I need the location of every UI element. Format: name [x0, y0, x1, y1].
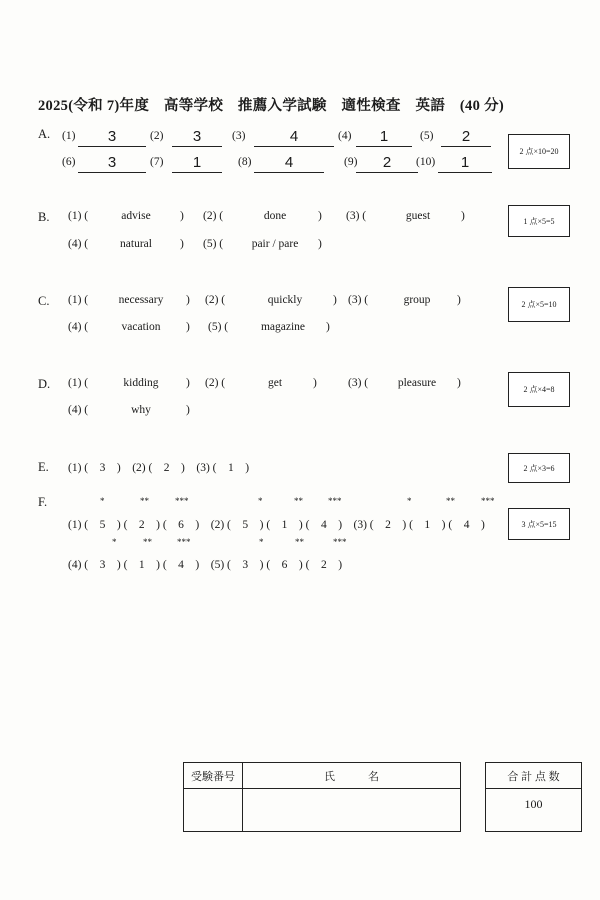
sectionC-answer: vacation: [121, 321, 161, 333]
sectionD-answer: kidding: [123, 377, 159, 389]
exam-number-label: 受験番号: [184, 763, 243, 789]
section-f-line-1: (1) ( 5 ) ( 2 ) ( 6 ) (2) ( 5 ) ( 1 ) ( 4 ) (3) ( 2 ) ( 1 ) ( 4 ): [68, 519, 485, 531]
sectionC-item-number: (5) (: [208, 321, 229, 333]
section-a-item-number: (4): [338, 130, 352, 142]
sectionC-answer: quickly: [267, 294, 303, 306]
section-a-label: A.: [38, 127, 51, 141]
section-f-line-2: (4) ( 3 ) ( 1 ) ( 4 ) (5) ( 3 ) ( 6 ) ( 2 ): [68, 559, 343, 571]
section-f-star-marker: ***: [328, 496, 342, 506]
section-b-label: B.: [38, 210, 50, 224]
sectionC-item-number: (3) (: [348, 294, 369, 306]
sectionB-item-number: (3) (: [346, 210, 367, 222]
section-a-answer: 4: [254, 128, 334, 147]
section-a-item-number: (5): [420, 130, 434, 142]
exam-number-field[interactable]: [184, 789, 243, 832]
sectionD-close-paren: ): [457, 377, 461, 389]
sectionB-item-number: (1) (: [68, 210, 89, 222]
page-title: 2025(令和 7)年度 高等学校 推薦入学試験 適性検査 英語 (40 分): [38, 98, 505, 114]
section-f-star-marker: *: [407, 496, 412, 506]
sectionD-close-paren: ): [186, 404, 190, 416]
sectionB-item-number: (4) (: [68, 238, 89, 250]
section-a-answer: 4: [254, 154, 324, 173]
sectionB-answer: natural: [120, 238, 152, 250]
section-f-star-marker: ***: [175, 496, 189, 506]
sectionC-answer: necessary: [118, 294, 164, 306]
sectionD-answer: pleasure: [397, 377, 437, 389]
section-f-star-marker: *: [100, 496, 105, 506]
sectionC-close-paren: ): [186, 321, 190, 333]
sectionD-close-paren: ): [186, 377, 190, 389]
sectionC-item-number: (2) (: [205, 294, 226, 306]
sectionC-close-paren: ): [333, 294, 337, 306]
section-b-score-box: 1 点×5=5: [508, 205, 570, 237]
section-f-label: F.: [38, 495, 48, 509]
section-a-item-number: (2): [150, 130, 164, 142]
candidate-info-table: [183, 762, 461, 832]
section-f-star-marker: **: [140, 496, 149, 506]
sectionB-item-number: (2) (: [203, 210, 224, 222]
name-field[interactable]: [243, 789, 461, 832]
total-score-table: [485, 762, 582, 832]
sectionB-close-paren: ): [318, 210, 322, 222]
sectionD-close-paren: ): [313, 377, 317, 389]
sectionB-item-number: (5) (: [203, 238, 224, 250]
section-f-star-marker: ***: [481, 496, 495, 506]
sectionB-answer: guest: [405, 210, 431, 222]
section-f-star-marker: *: [258, 496, 263, 506]
section-a-score-box: 2 点×10=20: [508, 134, 570, 169]
sectionD-item-number: (2) (: [205, 377, 226, 389]
section-a-answer: 3: [172, 128, 222, 147]
section-a-answer: 2: [356, 154, 418, 173]
section-a-item-number: (9): [344, 156, 358, 168]
section-c-label: C.: [38, 294, 50, 308]
sectionC-close-paren: ): [186, 294, 190, 306]
section-f-star-marker: **: [143, 537, 152, 547]
sectionC-close-paren: ): [326, 321, 330, 333]
section-a-item-number: (1): [62, 130, 76, 142]
sectionB-answer: advise: [121, 210, 151, 222]
sectionD-item-number: (3) (: [348, 377, 369, 389]
section-f-star-marker: *: [259, 537, 264, 547]
section-f-star-marker: ***: [177, 537, 191, 547]
section-d-score-box: 2 点×4=8: [508, 372, 570, 407]
section-e-label: E.: [38, 460, 49, 474]
section-a-answer: 1: [356, 128, 412, 147]
section-f-star-marker: **: [446, 496, 455, 506]
sectionD-answer: why: [131, 404, 151, 416]
sectionD-item-number: (4) (: [68, 404, 89, 416]
sectionB-close-paren: ): [180, 210, 184, 222]
section-f-star-marker: *: [112, 537, 117, 547]
sectionB-answer: done: [263, 210, 287, 222]
sectionC-answer: group: [403, 294, 431, 306]
section-a-answer: 1: [438, 154, 492, 173]
section-a-answer: 3: [78, 128, 146, 147]
section-a-answer: 1: [172, 154, 222, 173]
sectionB-close-paren: ): [461, 210, 465, 222]
section-e-answers: (1) ( 3 ) (2) ( 2 ) (3) ( 1 ): [68, 462, 250, 474]
section-f-star-marker: ***: [333, 537, 347, 547]
section-e-score-box: 2 点×3=6: [508, 453, 570, 483]
sectionB-answer: pair / pare: [251, 238, 299, 250]
section-f-star-marker: **: [295, 537, 304, 547]
sectionC-item-number: (1) (: [68, 294, 89, 306]
section-a-answer: 2: [441, 128, 491, 147]
sectionC-answer: magazine: [260, 321, 306, 333]
section-a-item-number: (3): [232, 130, 246, 142]
total-score-label: 合 計 点 数: [486, 763, 582, 789]
sectionD-item-number: (1) (: [68, 377, 89, 389]
section-d-label: D.: [38, 377, 51, 391]
section-a-item-number: (8): [238, 156, 252, 168]
name-label: 氏 名: [243, 763, 461, 789]
section-f-star-marker: **: [294, 496, 303, 506]
section-a-item-number: (6): [62, 156, 76, 168]
section-f-score-box: 3 点×5=15: [508, 508, 570, 540]
sectionC-close-paren: ): [457, 294, 461, 306]
section-c-score-box: 2 点×5=10: [508, 287, 570, 322]
sectionB-close-paren: ): [180, 238, 184, 250]
sectionC-item-number: (4) (: [68, 321, 89, 333]
section-a-item-number: (10): [416, 156, 436, 168]
total-score-value: 100: [486, 789, 582, 832]
sectionB-close-paren: ): [318, 238, 322, 250]
section-a-item-number: (7): [150, 156, 164, 168]
section-a-answer: 3: [78, 154, 146, 173]
sectionD-answer: get: [267, 377, 283, 389]
